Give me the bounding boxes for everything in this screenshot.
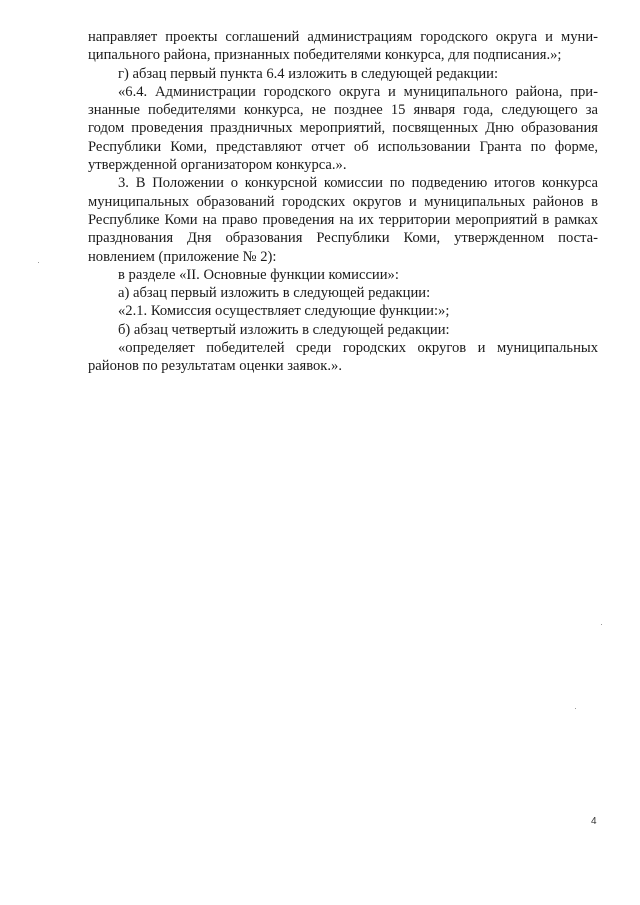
paragraph-item-3: 3. В Положении о конкурсной комиссии по подведению итогов конкурса муниципальных образований городских округов и муниципальных районов в Республике Коми на право проведения на их территории мероприятий в рамках празднования Дня образования Республики Коми, утвержденном постановлением (приложение № 2):: [88, 175, 598, 265]
scan-speck: [575, 708, 576, 709]
paragraph-continuation: направляет проекты соглашений администрациям городского округа и муниципального района, признанных победителями конкурса, для подписания.»;: [88, 29, 598, 64]
scan-speck: [38, 262, 39, 263]
paragraph-amendment-b: б) абзац четвертый изложить в следующей редакции:: [118, 321, 450, 338]
document-body: [88, 28, 598, 376]
paragraph-amendment-g: г) абзац первый пункта 6.4 изложить в следующей редакции:: [118, 65, 499, 82]
paragraph-clause-2-1: «2.1. Комиссия осуществляет следующие функции:»;: [118, 303, 450, 320]
paragraph-amendment-a: а) абзац первый изложить в следующей редакции:: [118, 285, 431, 302]
scan-speck: [601, 624, 602, 625]
page-number: 4: [591, 816, 597, 827]
paragraph-determines-winners: «определяет победителей среди городских округов и муниципальных районов по результатам оценки заявок.».: [88, 340, 598, 375]
paragraph-clause-6-4: «6.4. Администрации городского округа и муниципального района, признанные победителями конкурса, не позднее 15 января года, следующего за годом проведения праздничных мероприятий, посвященных Дню образования Республики Коми, представляют отчет об использовании Гранта по форме, утвержденной организатором конкурса.».: [88, 83, 598, 174]
paragraph-section-ii: в разделе «II. Основные функции комиссии»:: [118, 266, 399, 283]
